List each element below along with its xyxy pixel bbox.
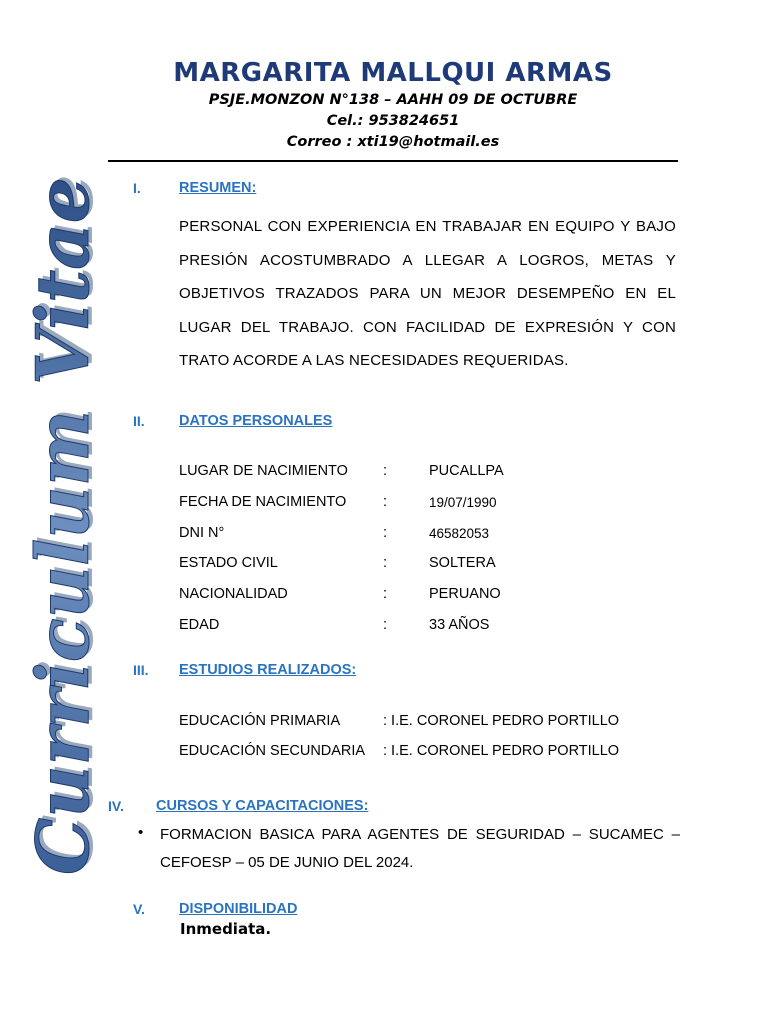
datos-value: 46582053 (429, 526, 490, 541)
datos-value: PUCALLPA (429, 463, 504, 479)
phone: Cel.: 953824651 (326, 113, 460, 129)
datos-separator: : (383, 586, 388, 602)
datos-separator: : (383, 555, 388, 571)
section-title-resumen: RESUMEN: (179, 180, 257, 196)
address: PSJE.MONZON N°138 – AAHH 09 DE OCTUBRE (208, 92, 578, 108)
datos-label: NACIONALIDAD (179, 586, 288, 602)
side-title-shadow: Curriculum Vitae (30, 174, 109, 872)
email: Correo : xti19@hotmail.es (286, 134, 500, 150)
datos-label: ESTADO CIVIL (179, 555, 278, 571)
datos-label: LUGAR DE NACIMIENTO (179, 463, 348, 479)
datos-separator: : (383, 617, 388, 633)
disponibilidad-value: Inmediata. (180, 920, 272, 938)
section-number-disponibilidad: V. (133, 901, 145, 917)
datos-value: 19/07/1990 (429, 495, 497, 510)
estudios-value: : I.E. CORONEL PEDRO PORTILLO (383, 713, 620, 729)
resumen-text: PERSONAL CON EXPERIENCIA EN TRABAJAR EN EQUIPO Y BAJO PRESIÓN ACOSTUMBRADO A LLEGAR A LOGROS, METAS Y OBJETIVOS TRAZADOS PARA UN MEJOR DESEMPEÑO EN EL LUGAR DEL TRABAJO. CON FACILIDAD DE EXPRESIÓN Y CON TRATO ACORDE A LAS NECESIDADES REQUERIDAS. (179, 218, 676, 369)
datos-separator: : (383, 463, 388, 479)
datos-value: SOLTERA (429, 555, 496, 571)
datos-value: 33 AÑOS (429, 617, 490, 633)
section-number-cursos: IV. (108, 798, 124, 814)
datos-separator: : (383, 525, 388, 541)
curriculum-vitae-side-title (30, 60, 110, 880)
estudios-value: : I.E. CORONEL PEDRO PORTILLO (383, 743, 620, 759)
header-divider (108, 160, 678, 162)
section-title-estudios: ESTUDIOS REALIZADOS: (179, 662, 357, 678)
side-title-text: Curriculum Vitae (30, 177, 105, 875)
estudios-label: EDUCACIÓN SECUNDARIA (179, 743, 366, 759)
curso-item: FORMACION BASICA PARA AGENTES DE SEGURIDAD – SUCAMEC – CEFOESP – 05 DE JUNIO DEL 2024. (160, 826, 680, 871)
datos-separator: : (383, 494, 388, 510)
datos-label: DNI N° (179, 525, 225, 541)
datos-label: EDAD (179, 617, 220, 633)
section-title-datos: DATOS PERSONALES (179, 413, 333, 429)
section-number-datos: II. (133, 413, 145, 429)
section-number-resumen: I. (133, 180, 141, 196)
section-title-disponibilidad: DISPONIBILIDAD (179, 901, 298, 917)
datos-value: PERUANO (429, 586, 501, 602)
bullet-icon: • (138, 824, 144, 841)
datos-label: FECHA DE NACIMIENTO (179, 494, 347, 510)
section-number-estudios: III. (133, 662, 149, 678)
candidate-name: MARGARITA MALLQUI ARMAS (173, 58, 613, 88)
estudios-label: EDUCACIÓN PRIMARIA (179, 713, 341, 729)
section-title-cursos: CURSOS Y CAPACITACIONES: (156, 798, 369, 814)
